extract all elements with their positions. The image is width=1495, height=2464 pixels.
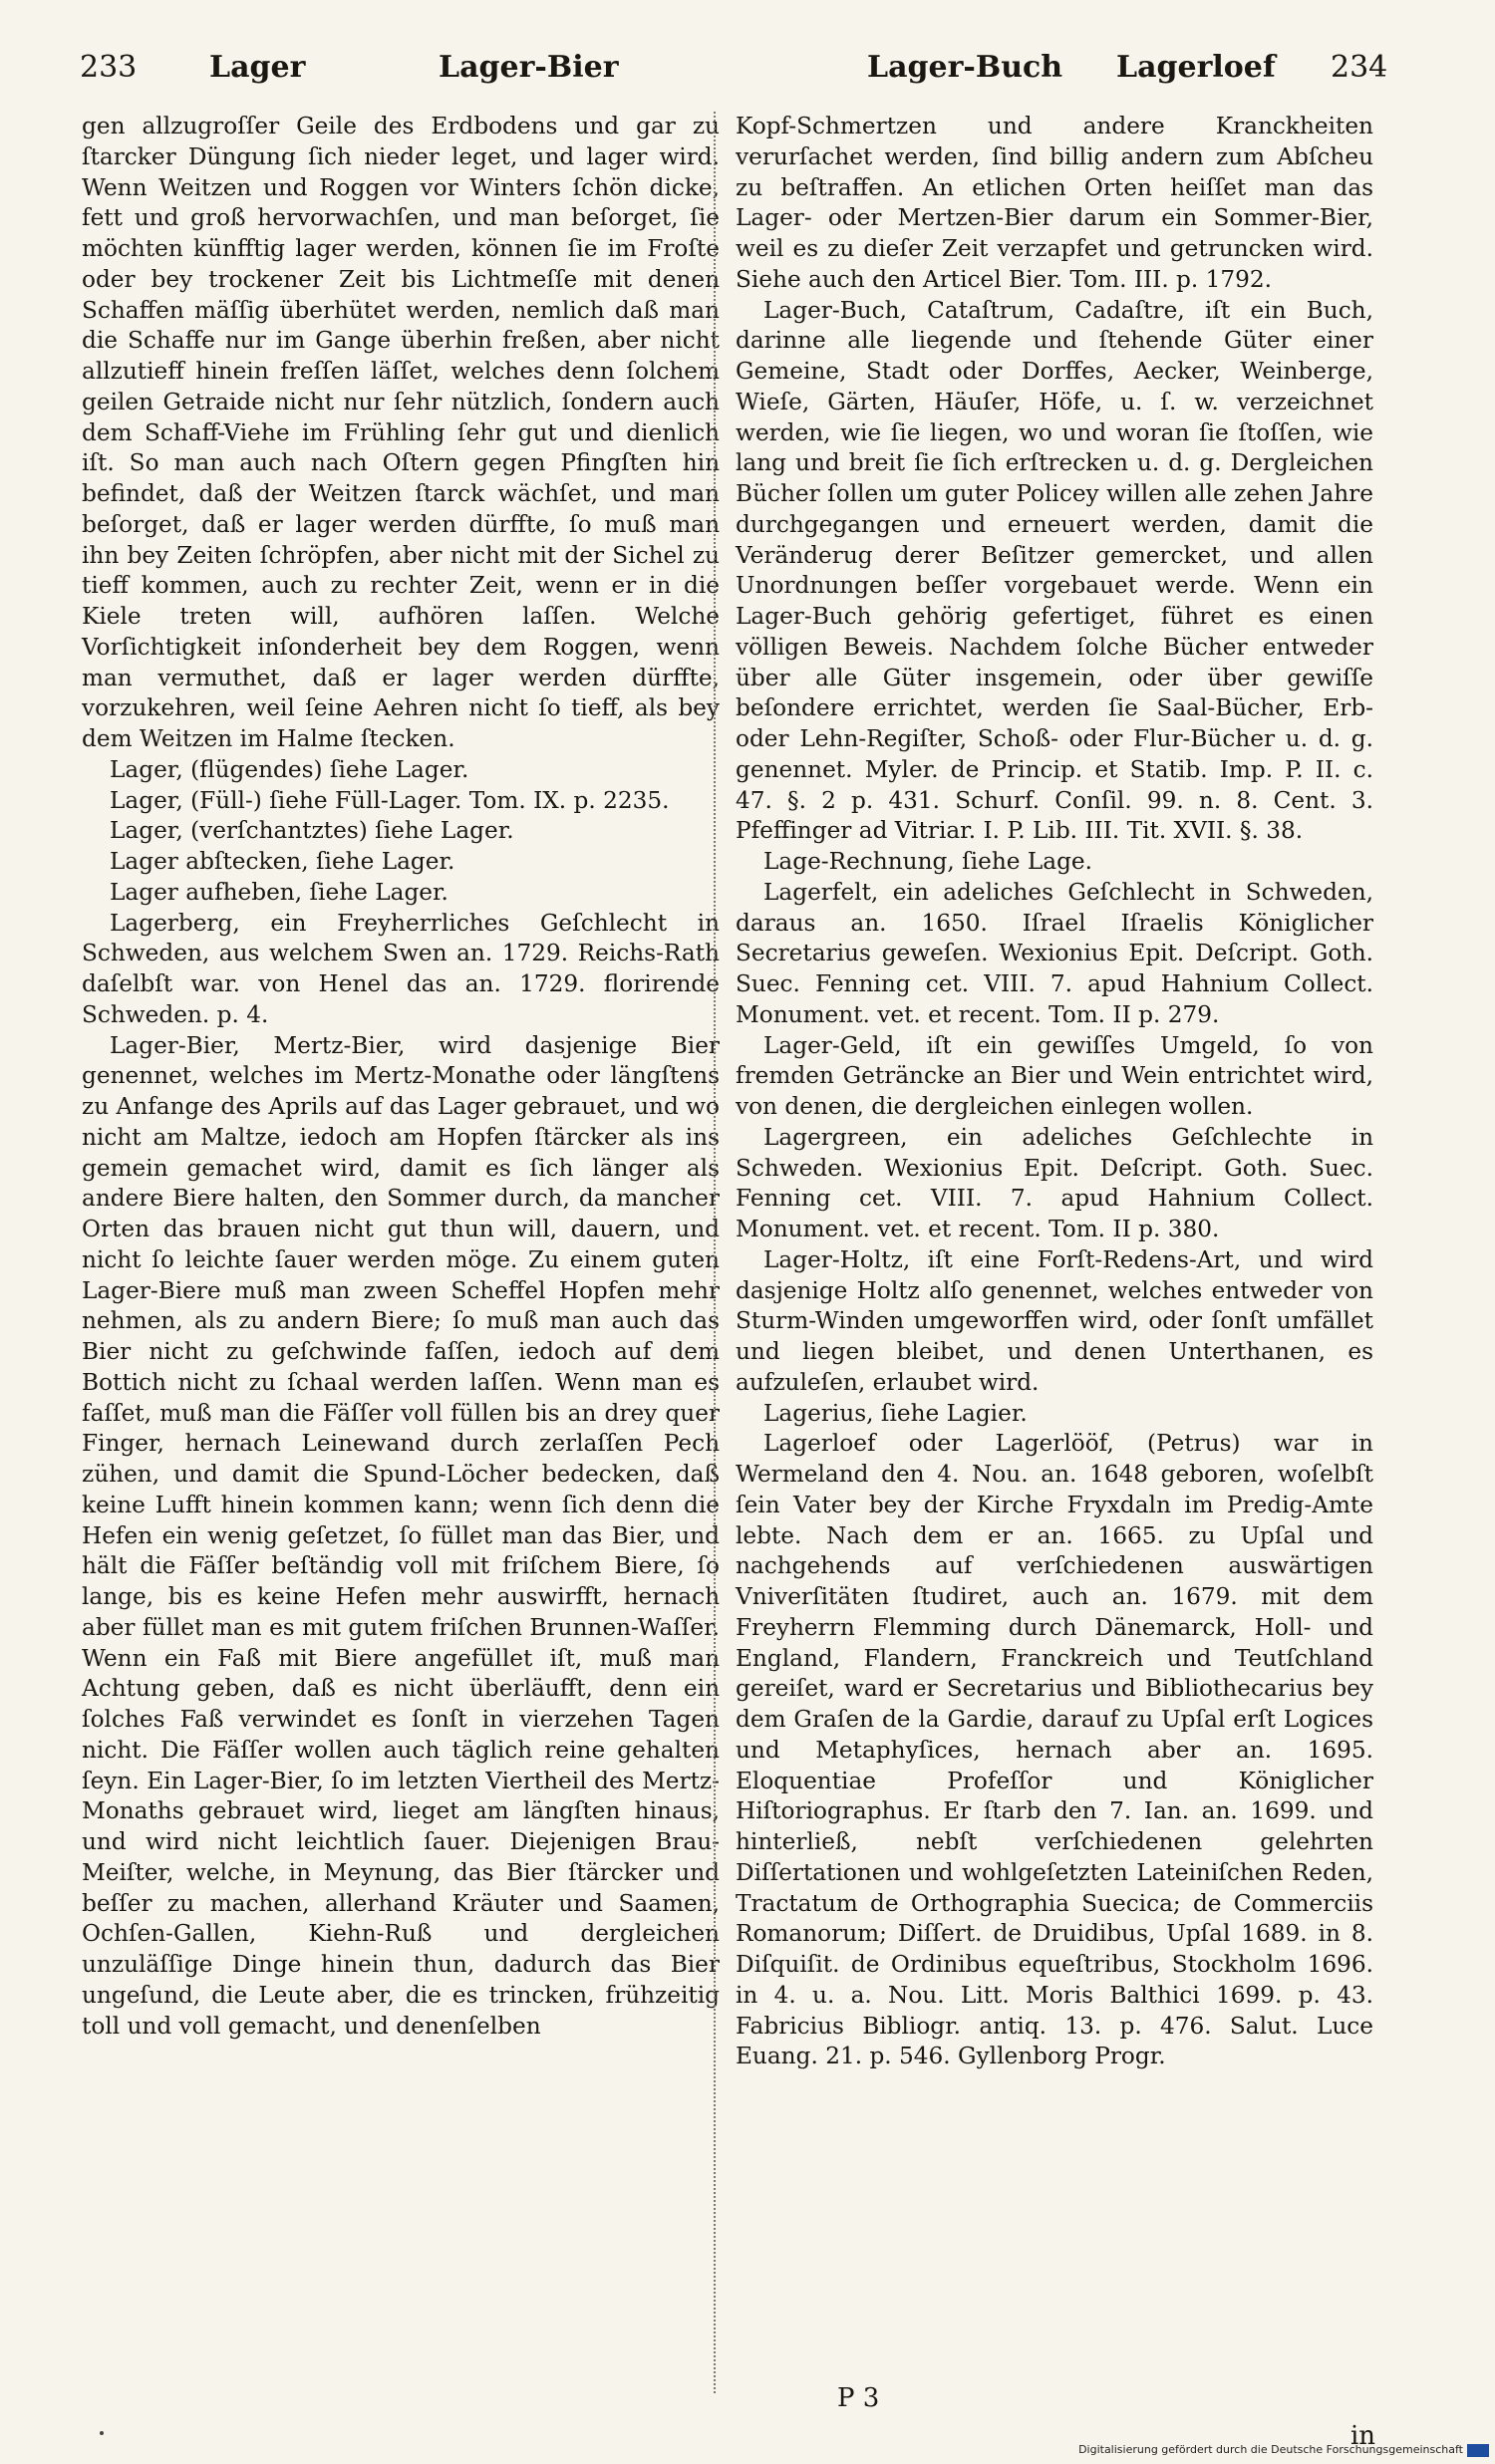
entry-lager-fluegendes: Lager, (flügendes) ſiehe Lager. <box>110 755 469 783</box>
entry-lager-continued: gen allzugroſſer Geile des Erdbodens und gar zu ſtarcker Düngung ſich nieder leget, und lager wird. Wenn Weitzen und Roggen vor Winters ſchön dicke, fett und groß hervorwachſen, und man beſorget, ſie möchten künfftig lager werden, können ſie im Froſte oder bey trockener Zeit bis Lichtmeſſe mit denen Schaffen mäſſig überhütet werden, nemlich daß man die Schaffe nur im Gange überhin freßen, aber nicht allzutieff hinein freſſen läſſet, welches denn ſolchem geilen Getraide nicht nur ſehr nützlich, ſondern auch dem Schaff-Viehe im Frühling ſehr gut und dienlich iſt. So man auch nach Oſtern gegen Pfingſten hin befindet, daß der Weitzen ſtarck wächſet, und man beſorget, daß er lager werden dürffte, ſo muß man ihn bey Zeiten ſchröpfen, aber nicht mit der Sichel zu tieff kommen, auch zu rechter Zeit, wenn er in die Kiele treten will, aufhören laſſen. Welche Vorſichtigkeit inſonderheit bey dem Roggen, wenn man vermuthet, daß er lager werden dürffte, vorzukehren, weil ſeine Aehren nicht ſo tieff, als bey dem Weitzen im Halme ſtecken. <box>82 113 720 752</box>
entry-lager-fuell: Lager, (Füll-) ſiehe Füll-Lager. Tom. IX. p. 2235. <box>110 786 670 814</box>
right-column <box>736 112 1373 2072</box>
ink-dot <box>100 2431 104 2435</box>
entry-lager-bier: Lager-Bier, Mertz-Bier, wird dasjenige Bier genennet, welches im Mertz-Monathe oder längſtens zu Anfange des Aprils auf das Lager gebrauet, und wo nicht am Maltze, iedoch am Hopfen ſtärcker als ins gemein gemachet wird, damit es ſich länger als andere Biere halten, den Sommer durch, da mancher Orten das brauen nicht gut thun will, dauern, und nicht ſo leichte ſauer werden möge. Zu einem guten Lager-Biere muß man zween Scheffel Hopfen mehr nehmen, als zu andern Biere; ſo muß man auch das Bier nicht zu geſchwinde faſſen, iedoch auf dem Bottich nicht zu ſchaal werden laſſen. Wenn man es faſſet, muß man die Fäſſer voll füllen bis an drey quer Finger, hernach Leinewand durch zerlaſſen Pech zühen, und damit die Spund-Löcher bedecken, daß keine Lufft hinein kommen kann; wenn ſich denn die Hefen ein wenig geſetzet, ſo füllet man das Bier, und hält die Fäſſer beſtändig voll mit friſchem Biere, ſo lange, bis es keine Hefen mehr auswirfft, hernach aber füllet man es mit gutem friſchen Brunnen-Waſſer. Wenn ein Faß mit Biere angefüllet iſt, muß man Achtung geben, daß es nicht überläufft, denn ein ſolches Faß verwindet es ſonſt in vierzehen Tagen nicht. Die Fäſſer wollen auch täglich reine gehalten ſeyn. Ein Lager-Bier, ſo im letzten Viertheil des Mertz-Monaths gebrauet wird, lieget am längſten hinaus, und wird nicht leichtlich ſauer. Diejenigen Brau-Meiſter, welche, in Meynung, das Bier ſtärcker und beſſer zu machen, allerhand Kräuter und Saamen, Ochſen-Gallen, Kiehn-Ruß und dergleichen unzuläſſige Dinge hinein thun, dadurch das Bier ungeſund, die Leute aber, die es trincken, frühzeitig toll und voll gemacht, und denenſelben <box>82 1031 720 2040</box>
dfg-logo-icon <box>1467 2444 1489 2457</box>
entry-lager-buch: Lager-Buch, Cataſtrum, Cadaſtre, iſt ein Buch, darinne alle liegende und ſtehende Güter einer Gemeine, Stadt oder Dorffes, Aecker, Weinberge, Wieſe, Gärten, Häuſer, Höfe, u. ſ. w. verzeichnet werden, wie ſie liegen, wo und woran ſie ſtoſſen, wie lang und breit ſie ſich erſtrecken u. d. g. Dergleichen Bücher ſollen um guter Policey willen alle zehen Jahre durchgegangen und erneuert werden, damit die Veränderug derer Beſitzer gemercket, und allen Unordnungen beſſer vorgebauet werde. Wenn ein Lager-Buch gehörig gefertiget, führet es einen völligen Beweis. Nachdem ſolche Bücher entweder über alle Güter insgemein, oder über gewiſſe beſondere errichtet, werden ſie Saal-Bücher, Erb- oder Lehn-Regiſter, Schoß- oder Flur-Bücher u. d. g. genennet. Myler. de Princip. et Statib. Imp. P. II. c. 47. §. 2 p. 431. Schurf. Conſil. 99. n. 8. Cent. 3. Pfeffinger ad Vitriar. I. P. Lib. III. Tit. XVII. §. 38. <box>736 296 1373 845</box>
running-header <box>80 50 1395 100</box>
entry-lager-geld: Lager-Geld, iſt ein gewiſſes Umgeld, ſo von fremden Geträncke an Bier und Wein entrichtet wird, von denen, die dergleichen einlegen wollen. <box>736 1031 1373 1120</box>
entry-lager-bier-continued: Kopf-Schmertzen und andere Kranckheiten verurſachet werden, ſind billig andern zum Abſcheu zu beſtraffen. An etlichen Orten heiſſet man das Lager- oder Mertzen-Bier darum ein Sommer-Bier, weil es zu dieſer Zeit verzapfet und getruncken wird. Siehe auch den Articel Bier. Tom. III. p. 1792. <box>736 113 1373 293</box>
entry-lagerberg: Lagerberg, ein Freyherrliches Geſchlecht in Schweden, aus welchem Swen an. 1729. Reichs-Rath daſelbſt war. von Henel das an. 1729. florirende Schweden. p. 4. <box>82 909 720 1028</box>
left-page-number: 233 <box>80 50 138 85</box>
entry-lager-aufheben: Lager aufheben, ſiehe Lager. <box>110 878 448 906</box>
footer-text: Digitalisierung gefördert durch die Deutsche Forschungsgemeinschaft <box>1078 2443 1463 2456</box>
catchword: in <box>1349 2421 1375 2451</box>
left-keyword-1: Lager <box>209 50 306 85</box>
entry-lage-rechnung: Lage-Rechnung, ſiehe Lage. <box>763 848 1093 875</box>
entry-lager-holtz: Lager-Holtz, iſt eine Forſt-Redens-Art, und wird dasjenige Holtz alſo genennet, welches entweder von Sturm-Winden umgeworffen wird, oder ſonſt umfället und liegen bleibet, und denen Unterthanen, es aufzuleſen, erlaubet wird. <box>736 1245 1373 1396</box>
column-divider <box>714 112 716 2393</box>
right-keyword-2: Lagerloef <box>1116 50 1276 85</box>
left-keyword-2: Lager-Bier <box>439 50 619 85</box>
digitization-footer <box>1078 2443 1489 2457</box>
left-column <box>82 112 720 2042</box>
entry-lager-abstecken: Lager abſtecken, ſiehe Lager. <box>110 848 455 875</box>
right-keyword-1: Lager-Buch <box>867 50 1063 85</box>
entry-lager-verschantztes: Lager, (verſchantztes) ſiehe Lager. <box>110 817 514 845</box>
right-page-number: 234 <box>1331 50 1388 85</box>
signature-mark: P 3 <box>837 2383 880 2413</box>
entry-lagerius: Lagerius, ſiehe Lagier. <box>763 1399 1028 1427</box>
entry-lagergreen: Lagergreen, ein adeliches Geſchlechte in Schweden. Wexionius Epit. Deſcript. Goth. Suec. Fenning cet. VIII. 7. apud Hahnium Collect. Monument. vet. et recent. Tom. II p. 380. <box>736 1123 1373 1242</box>
entry-lagerloef: Lagerloef oder Lagerlööf, (Petrus) war in Wermeland den 4. Nou. an. 1648 geboren, woſelbſt ſein Vater bey der Kirche Fryxdaln im Predig-Amte lebte. Nach dem er an. 1665. zu Upſal und nachgehends auf verſchiedenen auswärtigen Vniverſitäten ſtudiret, auch an. 1679. mit dem Freyherrn Flemming durch Dänemarck, Holl- und England, Flandern, Franckreich und Teutſchland gereiſet, ward er Secretarius und Bibliothecarius bey dem Graſen de la Gardie, darauf zu Upſal erſt Logices und Metaphyſices, hernach aber an. 1695. Eloquentiae Profeſſor und Königlicher Hiſtoriographus. Er ſtarb den 7. Ian. an. 1699. und hinterließ, nebſt verſchiedenen gelehrten Diſſertationen und wohlgeſetzten Lateiniſchen Reden, Tractatum de Orthographia Suecica; de Commerciis Romanorum; Diſſert. de Druidibus, Upſal 1689. in 8. Diſquiſit. de Ordinibus equeſtribus, Stockholm 1696. in 4. u. a. Nou. Litt. Moris Balthici 1699. p. 43. Fabricius Bibliogr. antiq. 13. p. 476. Salut. Luce Euang. 21. p. 546. Gyllenborg Progr. <box>736 1430 1373 2070</box>
entry-lagerfelt: Lagerfelt, ein adeliches Geſchlecht in Schweden, daraus an. 1650. Iſrael Iſraelis Königlicher Secretarius geweſen. Wexionius Epit. Deſcript. Goth. Suec. Fenning cet. VIII. 7. apud Hahnium Collect. Monument. vet. et recent. Tom. II p. 279. <box>736 878 1373 1028</box>
